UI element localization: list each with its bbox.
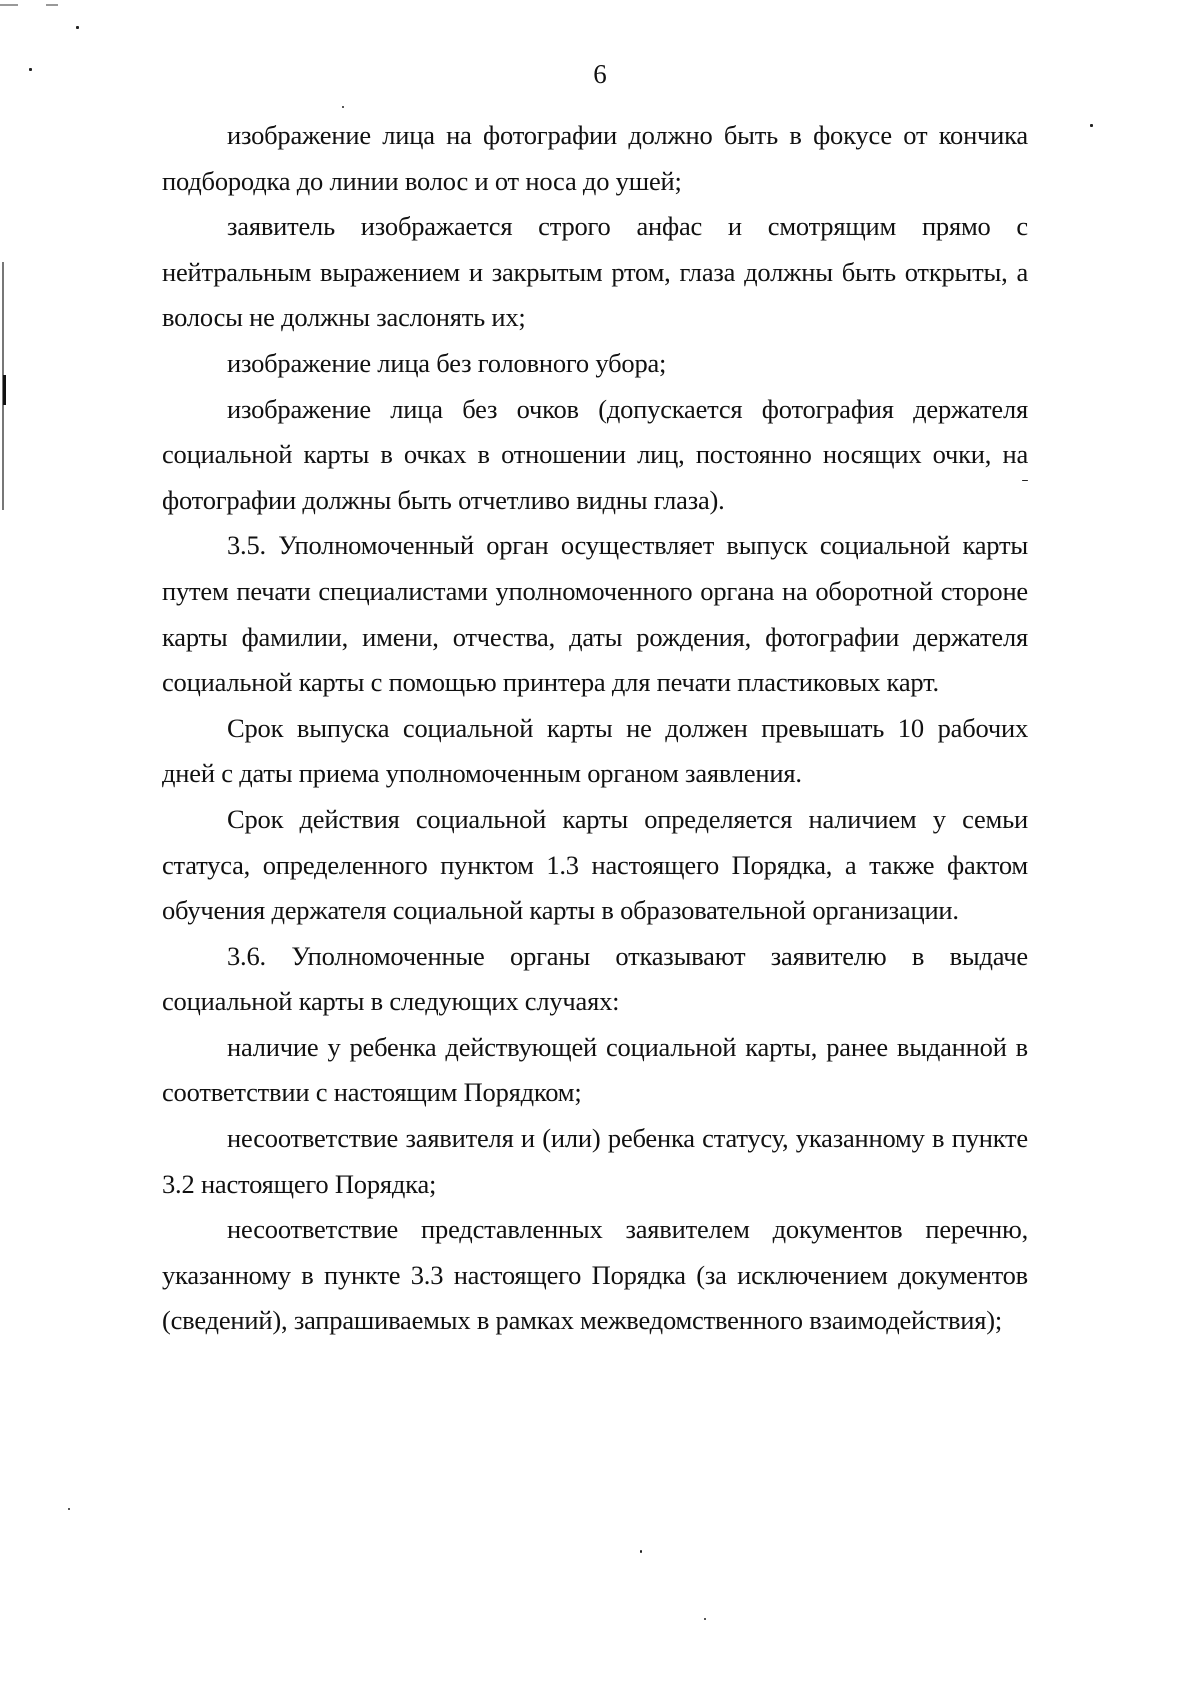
paragraph-photo-frontal: заявитель изображается строго анфас и смотрящим прямо с нейтральным выражением и закрытым ртом, глаза должны быть открыты, а волосы не должны заслонять их;: [162, 211, 1028, 333]
scan-speck: [1090, 124, 1093, 127]
paragraph-issue-deadline: Срок выпуска социальной карты не должен превышать 10 рабочих дней с даты приема уполномоченным органом заявления.: [162, 712, 1028, 789]
scan-speck: [640, 1550, 642, 1553]
paragraph-photo-focus: изображение лица на фотографии должно быть в фокусе от кончика подбородка до линии волос и от носа до ушей;: [162, 120, 1028, 196]
paragraph-refusal-existing-card: наличие у ребенка действующей социальной карты, ранее выданной в соответствии с настоящим Порядком;: [162, 1031, 1028, 1108]
paragraph-refusal-status-mismatch: несоответствие заявителя и (или) ребенка статусу, указанному в пункте 3.2 настоящего Порядка;: [162, 1123, 1028, 1199]
document-body: [162, 113, 1028, 1344]
paragraph-section-3-5: 3.5. Уполномоченный орган осуществляет выпуск социальной карты путем печати специалистами уполномоченного органа на оборотной стороне карты фамилии, имени, отчества, даты рождения, фотографии держателя социальной карты с помощью принтера для печати пластиковых карт.: [162, 530, 1028, 698]
scan-edge-mark: [0, 4, 18, 6]
paragraph-section-3-6: 3.6. Уполномоченные органы отказывают заявителю в выдаче социальной карты в следующих случаях:: [162, 940, 1028, 1017]
scan-speck: [68, 1508, 70, 1510]
paragraph-validity-period: Срок действия социальной карты определяется наличием у семьи статуса, определенного пунктом 1.3 настоящего Порядка, а также фактом обучения держателя социальной карты в образовательной организации.: [162, 803, 1028, 926]
scan-speck: [76, 26, 79, 29]
paragraph-refusal-documents-mismatch: несоответствие представленных заявителем документов перечню, указанному в пункте 3.3 настоящего Порядка (за исключением документов (сведений), запрашиваемых в рамках межведомственного взаимодействия);: [162, 1214, 1028, 1336]
scan-edge-mark: [46, 4, 58, 6]
scan-margin-line: [3, 375, 6, 405]
paragraph-no-glasses: изображение лица без очков (допускается фотография держателя социальной карты в очках в отношении лиц, постоянно носящих очки, на фотографии должны быть отчетливо видны глаза).: [162, 393, 1028, 515]
scan-speck: [704, 1618, 706, 1620]
scan-speck: [342, 106, 344, 108]
paragraph-no-headwear: изображение лица без головного убора;: [227, 347, 667, 378]
page-number: 6: [593, 59, 607, 89]
